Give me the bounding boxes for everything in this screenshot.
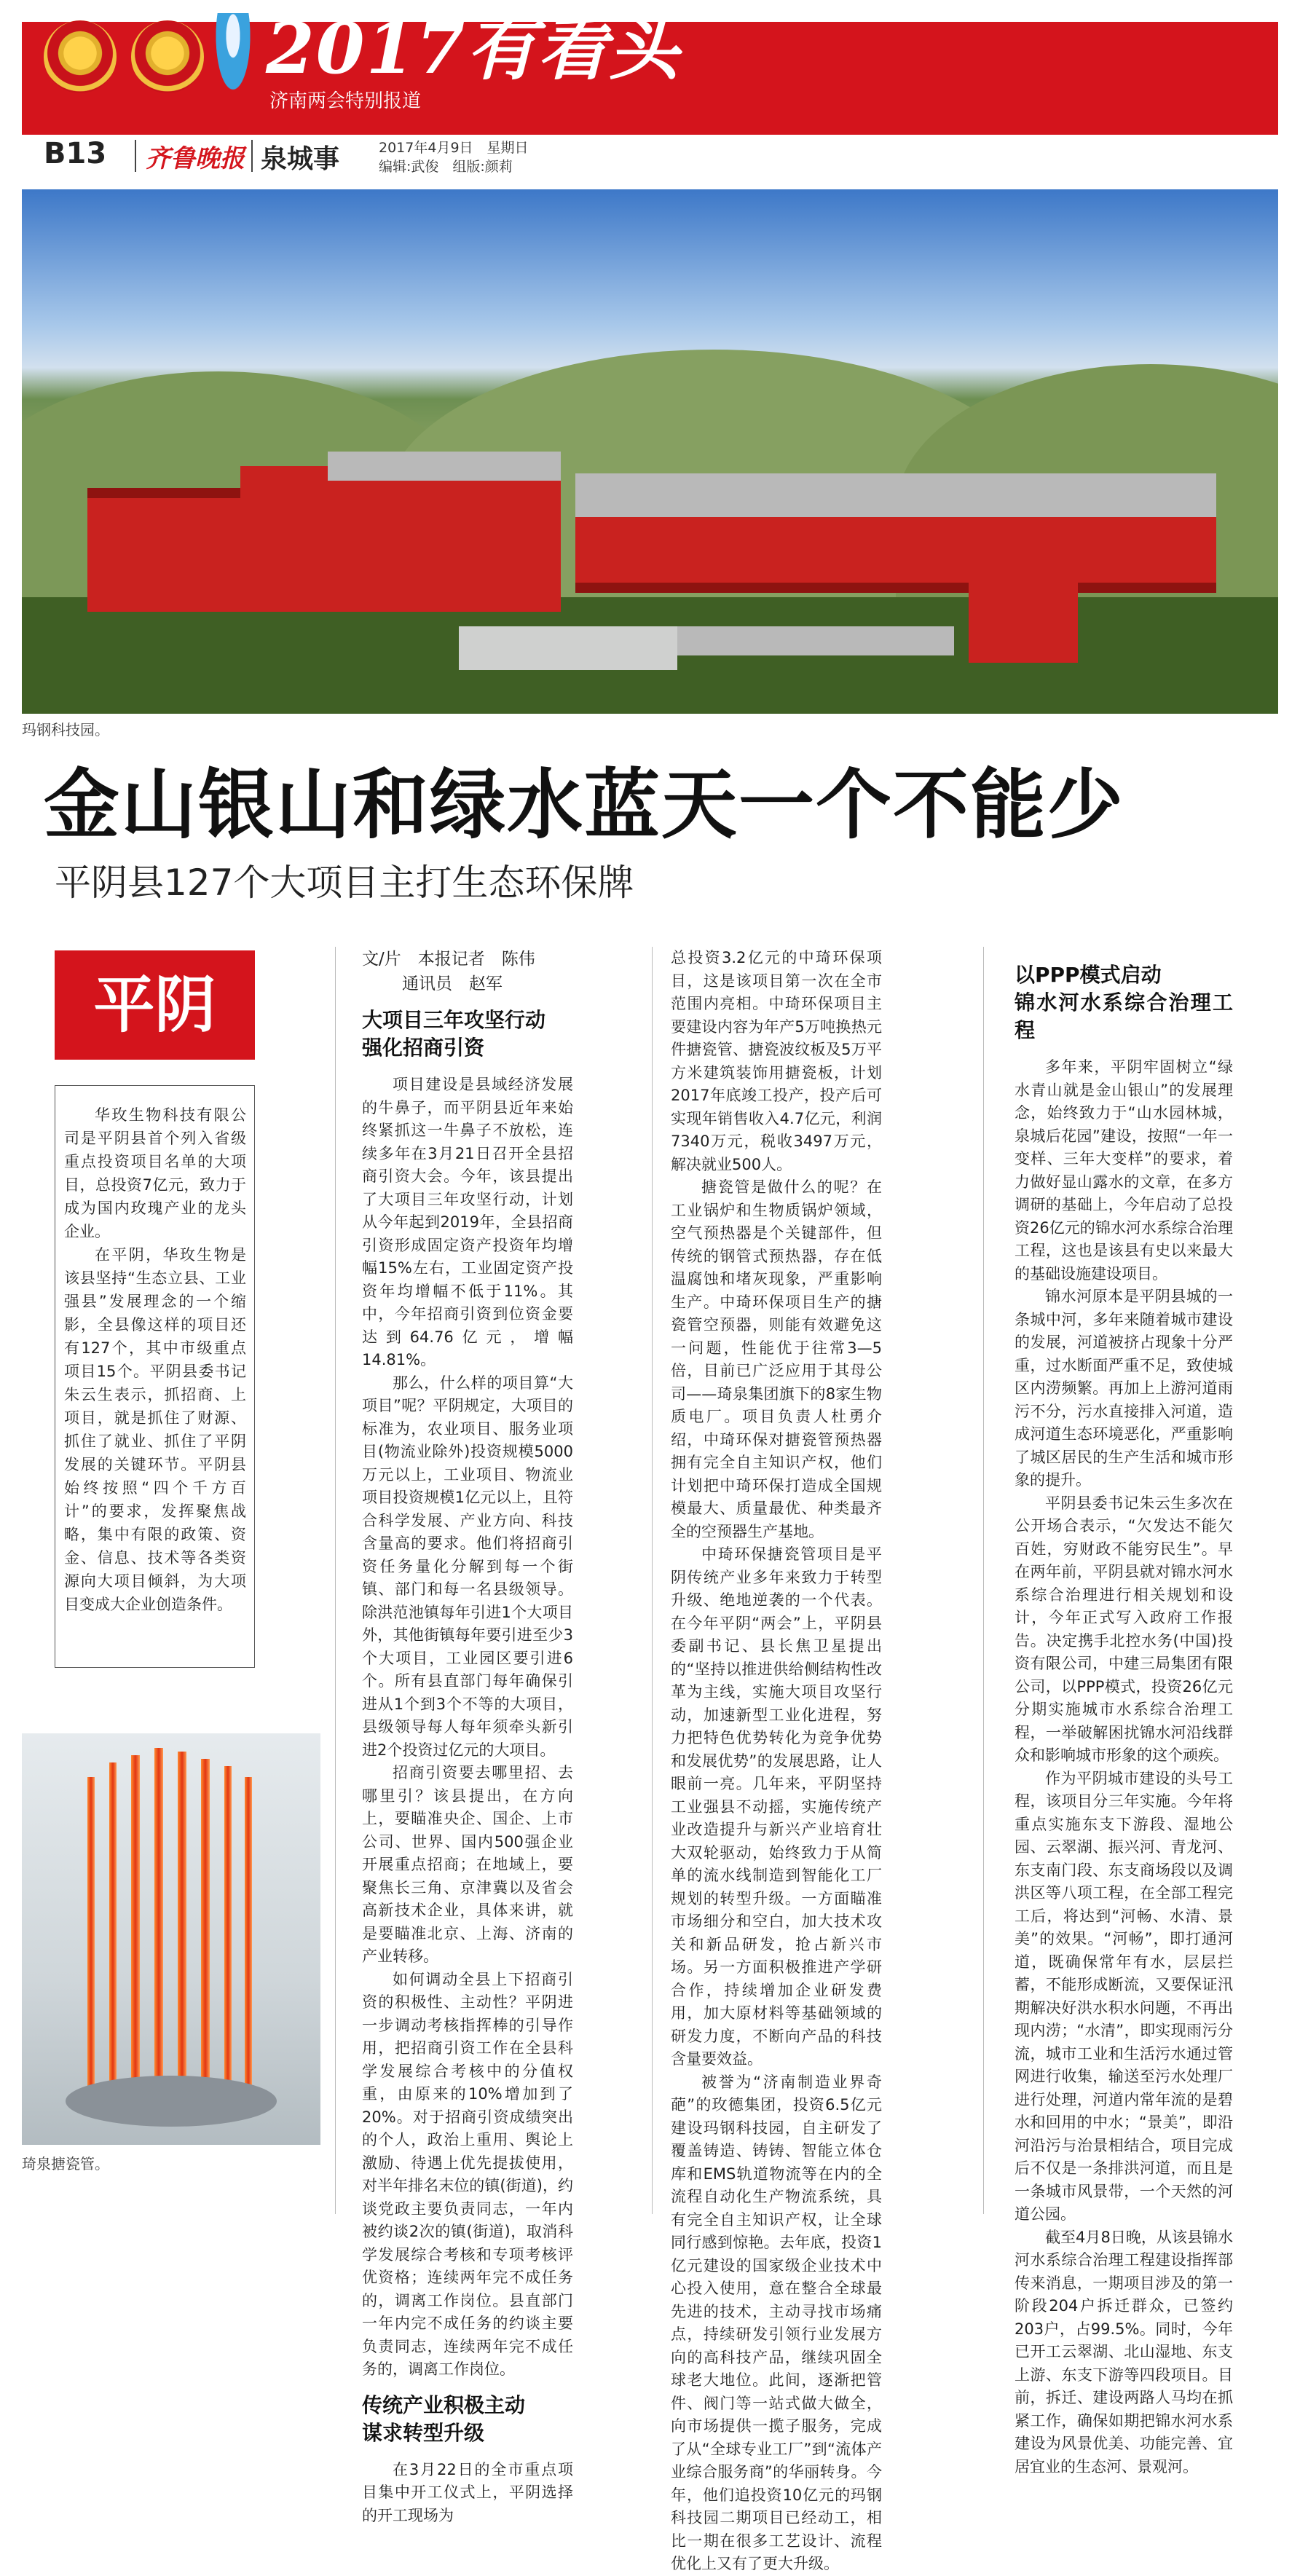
cppcc-emblem-icon xyxy=(131,20,204,93)
article-column-3 xyxy=(1015,947,1233,2478)
article-paragraph: 如何调动全县上下招商引资的积极性、主动性？平阴进一步调动考核指挥棒的引导作用，把招商引资工作在全县科学发展综合考核中的分值权重，由原来的10%增加到了20%。对于招商引资成绩突出的个人，政治上重用、舆论上激励、待遇上优先提拔使用，对半年排名末位的镇(街道)，约谈党政主要负责同志，一年内被约谈2次的镇(街道)，取消科学发展综合考核和专项考核评优资格；连续两年完不成任务的，调离工作岗位。县直部门一年内完不成任务的约谈主要负责同志，连续两年完不成任务的，调离工作岗位。 xyxy=(362,1970,573,2378)
photo2-caption: 琦泉搪瓷管。 xyxy=(22,2155,109,2173)
byline-line: 文/片 本报记者 陈伟 xyxy=(362,950,535,969)
paper-name: 齐鲁晚报 xyxy=(146,144,245,173)
article-paragraph: 被誉为“济南制造业界奇葩”的玫德集团，投资6.5亿元建设玛钢科技园，自主研发了覆盖铸造、铸铸、智能立体仓库和EMS轨道物流等在内的全流程自动化生产物流系统，具有完全自主知识产权，让全球同行感到惊艳。去年底，投资1亿元建设的国家级企业技术中心投入使用，意在整合全球最先进的技术，主动寻找市场痛点，持续研发引领行业发展方向的高科技产品，继续巩固全球老大地位。此间，逐渐把管件、阀门等一站式做大做全，向市场提供一揽子服务，完成了从“全球专业工厂”到“流体产业综合服务商”的华丽转身。今年，他们追投资10亿元的玛钢科技园二期项目已经动工，相比一期在很多工艺设计、流程优化上又有了更大升级。 xyxy=(671,2073,882,2572)
issue-editors: 编辑:武俊 组版:颜莉 xyxy=(379,159,513,175)
section-heading: 大项目三年攻坚行动 强化招商引资 xyxy=(362,1008,546,1060)
section-name: 泉城事 xyxy=(261,144,340,174)
headline: 金山银山和绿水蓝天一个不能少 xyxy=(44,760,1125,849)
hero-caption: 玛钢科技园。 xyxy=(22,721,109,738)
sidebar-text xyxy=(64,1103,246,1616)
byline-line: 通讯员 赵军 xyxy=(402,974,503,993)
article-paragraph: 在3月22日的全市重点项目集中开工仪式上，平阴选择的开工现场为 xyxy=(362,2460,573,2524)
subheadline: 平阴县127个大项目主打生态环保牌 xyxy=(55,862,634,904)
national-emblem-icon xyxy=(44,20,117,93)
issue-date: 2017年4月9日 星期日 xyxy=(379,140,529,156)
article-paragraph: 那么，什么样的项目算“大项目”呢？平阴规定，大项目的标准为，农业项目、服务业项目(物流业除外)投资规模5000万元以上，工业项目、物流业项目投资规模1亿元以上，且符合科学发展、产业方向、科技含量高的要求。他们将招商引资任务量化分解到每一个街镇、部门和每一名县级领导。除洪范池镇每年引进1个大项目外，其他街镇每年要引进至少3个大项目，工业园区要引进6个。所有县直部门每年确保引进从1个到3个不等的大项目，县级领导每人每年须牵头新引进2个投资过亿元的大项目。 xyxy=(362,1374,573,1759)
enamel-tube-photo xyxy=(22,1733,320,2145)
article-paragraph: 截至4月8日晚，从该县锦水河水系综合治理工程建设指挥部传来消息，一期项目涉及的第一阶段204户拆迁群众，已签约203户，占99.5%。同时，今年已开工云翠湖、北山湿地、东支上游、东支下游等四段项目。目前，拆迁、建设两路人马均在抓紧工作，确保如期把锦水河水系建设为风景优美、功能完善、宜居宜业的生态河、景观河。 xyxy=(1015,2228,1233,2475)
header-divider xyxy=(135,140,136,172)
article-column-1 xyxy=(362,947,573,2527)
article-paragraph: 作为平阴城市建设的头号工程，该项目分三年实施。今年将重点实施东支下游段、湿地公园、云翠湖、振兴河、青龙河、东支南门段、东支商场段以及调洪区等八项工程，在全部工程完工后，将达到“河畅、水清、景美”的效果。“河畅”，即打通河道，既确保常年有水，层层拦蓄，不能形成断流，又要保证汛期解决好洪水积水问题，不再出现内涝；“水清”，即实现雨污分流，城市工业和生活污水通过管网进行收集，输送至污水处理厂进行处理，河道内常年流的是碧水和回用的中水；“景美”，即沿河沿污与治景相结合，项目完成后不仅是一条排洪河道，而且是一条城市风景带，一个天然的河道公园。 xyxy=(1015,1769,1233,2223)
column-rule xyxy=(652,947,653,2214)
article-paragraph: 招商引资要去哪里招、去哪里引？该县提出，在方向上，要瞄准央企、国企、上市公司、世界、国内500强企业开展重点招商；在地域上，要聚焦长三角、京津冀以及省会高新技术企业，具体来讲，就是要瞄准北京、上海、济南的产业转移。 xyxy=(362,1764,573,1965)
header-divider xyxy=(251,140,253,172)
sidebar-paragraph: 在平阴，华玫生物是该县坚持“生态立县、工业强县”发展理念的一个缩影，全县像这样的项目还有127个，其中市级重点项目15个。平阴县委书记朱云生表示，抓招商、上项目，就是抓住了财源、抓住了就业、抓住了平阴发展的关键环节。平阴县始终按照“四个千方百计”的要求，发挥聚焦战略，集中有限的政策、资金、信息、技术等各类资源向大项目倾斜，为大项目变成大企业创造条件。 xyxy=(64,1246,246,1613)
article-paragraph: 总投资3.2亿元的中琦环保项目，这是该项目第一次在全市范围内亮相。中琦环保项目主要建设内容为年产5万吨换热元件搪瓷管、搪瓷波纹板及5万平方米建筑装饰用搪瓷板，计划2017年底竣工投产，投产后可实现年销售收入4.7亿元，利润7340万元，税收3497万元，解决就业500人。 xyxy=(671,949,882,1173)
article-paragraph: 搪瓷管是做什么的呢？在工业锅炉和生物质锅炉领域，空气预热器是个关键部件，但传统的钢管式预热器，存在低温腐蚀和堵灰现象，严重影响生产。中琦环保项目生产的搪瓷管空预器，则能有效避免这一问题，性能优于往常3—5倍，目前已广泛应用于其母公司——琦泉集团旗下的8家生物质电厂。项目负责人杜勇介绍，中琦环保对搪瓷管预热器拥有完全自主知识产权，他们计划把中琦环保打造成全国规模最大、质量最优、种类最齐全的空预器生产基地。 xyxy=(671,1178,882,1540)
article-paragraph: 锦水河原本是平阴县城的一条城中河，多年来随着城市建设的发展，河道被挤占现象十分严重，过水断面严重不足，致使城区内涝频繁。再加上上游河道雨污不分，污水直接排入河道，造成河道生态环境恶化，严重影响了城区居民的生产生活和城市形象的提升。 xyxy=(1015,1288,1233,1489)
banner-title: 2017有看头 xyxy=(266,7,681,90)
sidebar-paragraph: 华玫生物科技有限公司是平阴县首个列入省级重点投资项目名单的大项目，总投资7亿元，致力于成为国内玫瑰产业的龙头企业。 xyxy=(64,1106,246,1240)
article-paragraph: 多年来，平阴牢固树立“绿水青山就是金山银山”的发展理念，始终致力于“山水园林城，泉城后花园”建设，按照“一年一变样、三年大变样”的要求，着力做好显山露水的文章，在多方调研的基础上，今年启动了总投资26亿元的锦水河水系综合治理工程，这也是该县有史以来最大的基础设施建设项目。 xyxy=(1015,1058,1233,1283)
torch-logo-icon xyxy=(211,13,255,104)
article-column-2 xyxy=(671,947,882,2576)
page-number: B13 xyxy=(44,137,107,170)
column-rule xyxy=(335,947,336,2214)
article-paragraph: 中琦环保搪瓷管项目是平阴传统产业多年来致力于转型升级、绝地逆袭的一个代表。在今年平阴“两会”上，平阴县委副书记、县长焦卫星提出的“坚持以推进供给侧结构性改革为主线，实施大项目攻坚行动，加速新型工业化进程，努力把特色优势转化为竞争优势和发展优势”的发展思路，让人眼前一亮。几年来，平阴坚持工业强县不动摇，实施传统产业改造提升与新兴产业培育壮大双轮驱动，始终致力于从简单的流水线制造到智能化工厂规划的转型升级。一方面瞄准市场细分和空白，加大技术攻关和新品研发，抢占新兴市场。另一方面积极推进产学研合作，持续增加企业研发费用，加大原材料等基础领域的研发力度，不断向产品的科技含量要效益。 xyxy=(671,1545,882,2068)
article-paragraph: 平阴县委书记朱云生多次在公开场合表示，“欠发达不能欠百姓，穷财政不能穷民生”。早在两年前，平阴县就对锦水河水系综合治理进行相关规划和设计，今年正式写入政府工作报告。决定携手北控水务(中国)投资有限公司，中建三局集团有限公司，以PPP模式，投资26亿元分期实施城市水系综合治理工程，一举破解困扰锦水河沿线群众和影响城市形象的这个顽疾。 xyxy=(1015,1494,1233,1764)
section-heading: 传统产业积极主动 谋求转型升级 xyxy=(362,2392,526,2445)
section-heading: 以PPP模式启动 锦水河水系综合治理工程 xyxy=(1015,963,1233,1042)
byline xyxy=(362,947,573,996)
article-paragraph: 项目建设是县域经济发展的牛鼻子，而平阴县近年来始终紧抓这一牛鼻子不放松，连续多年在3月21日召开全县招商引资大会。今年，该县提出了大项目三年攻坚行动，计划从今年起到2019年，全县招商引资形成固定资产投资年均增幅15%左右，工业固定资产投资年均增幅不低于11%。其中，今年招商引资到位资金要达到64.76亿元，增幅14.81%。 xyxy=(362,1076,573,1368)
county-title: 平阴 xyxy=(93,969,216,1041)
column-rule xyxy=(983,947,984,2214)
banner-subtitle: 济南两会特别报道 xyxy=(269,90,422,112)
hero-photo xyxy=(22,189,1278,714)
